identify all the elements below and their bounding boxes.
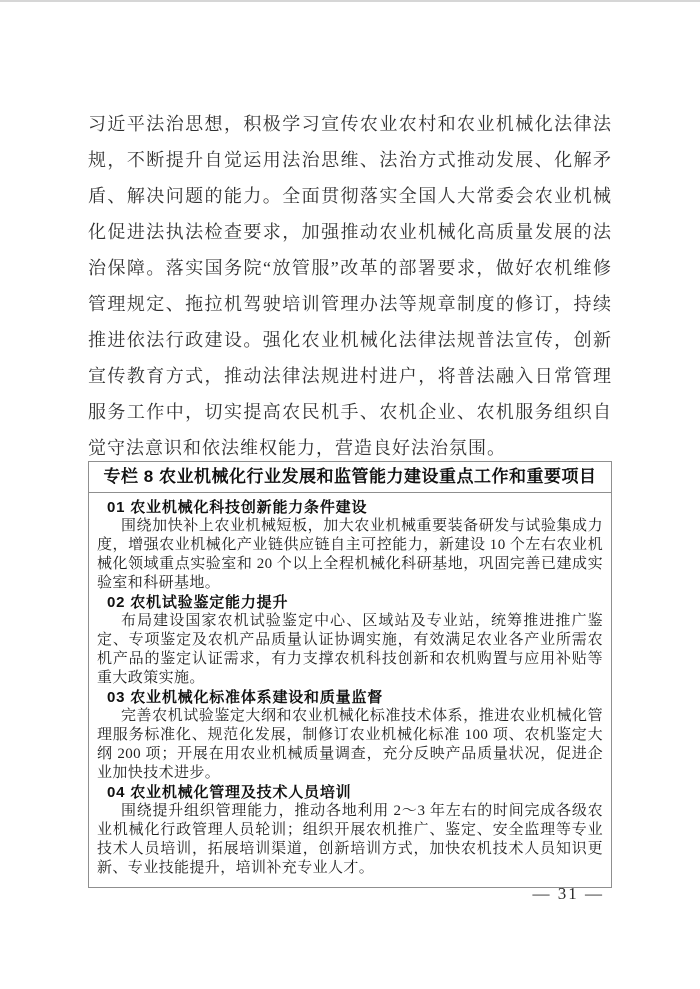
page-number: — 31 — (532, 884, 604, 903)
box-item-2-text: 布局建设国家农机试验鉴定中心、区域站及专业站，统筹推进推广鉴定、专项鉴定及农机产品质量认证协调实施，有效满足农业各产业所需农机产品的鉴定认证需求，有力支撑农机科技创新和农机购置与应用补贴等重大政策实施。 (97, 613, 603, 686)
highlight-box-title: 专栏 8 农业机械化行业发展和监管能力建设重点工作和重要项目 (89, 462, 611, 493)
box-item-3-heading: 03 农业机械化标准体系建设和质量监督 (107, 689, 384, 706)
scan-edge-artifact (0, 0, 700, 2)
highlight-box-body (89, 493, 611, 887)
box-item-1-heading: 01 农业机械化科技创新能力条件建设 (107, 499, 368, 516)
box-item-4-text: 围绕提升组织管理能力，推动各地利用 2～3 年左右的时间完成各级农业机械化行政管理人员轮训；组织开展农机推广、鉴定、安全监理等专业技术人员培训，拓展培训渠道，创新培训方式，加快农机技术人员知识更新、专业技能提升，培训补充专业人才。 (97, 803, 603, 876)
box-item-4-heading: 04 农业机械化管理及技术人员培训 (107, 784, 352, 801)
box-item-3-text: 完善农机试验鉴定大纲和农业机械化标准技术体系，推进农业机械化管理服务标准化、规范化发展，制修订农业机械化标准 100 项、农机鉴定大纲 200 项；开展在用农业机械质量调查，充分反映产品质量状况，促进企业加快技术进步。 (97, 708, 603, 781)
box-item-1-text: 围绕加快补上农业机械短板，加大农业机械重要装备研发与试验集成力度，增强农业机械化产业链供应链自主可控能力，新建设 10 个左右农业机械化领域重点实验室和 20 个以上全程机械化科研基地，巩固完善已建成实验室和科研基地。 (97, 518, 603, 591)
box-item-2-heading: 02 农机试验鉴定能力提升 (107, 594, 289, 611)
highlight-box (88, 461, 612, 888)
body-paragraph: 习近平法治思想，积极学习宣传农业农村和农业机械化法律法规，不断提升自觉运用法治思维、法治方式推动发展、化解矛盾、解决问题的能力。全面贯彻落实全国人大常委会农业机械化促进法执法检查要求，加强推动农业机械化高质量发展的法治保障。落实国务院“放管服”改革的部署要求，做好农机维修管理规定、拖拉机驾驶培训管理办法等规章制度的修订，持续推进依法行政建设。强化农业机械化法律法规普法宣传，创新宣传教育方式，推动法律法规进村进户，将普法融入日常管理服务工作中，切实提高农民机手、农机企业、农机服务组织自觉守法意识和依法维权能力，营造良好法治氛围。 (88, 114, 612, 458)
